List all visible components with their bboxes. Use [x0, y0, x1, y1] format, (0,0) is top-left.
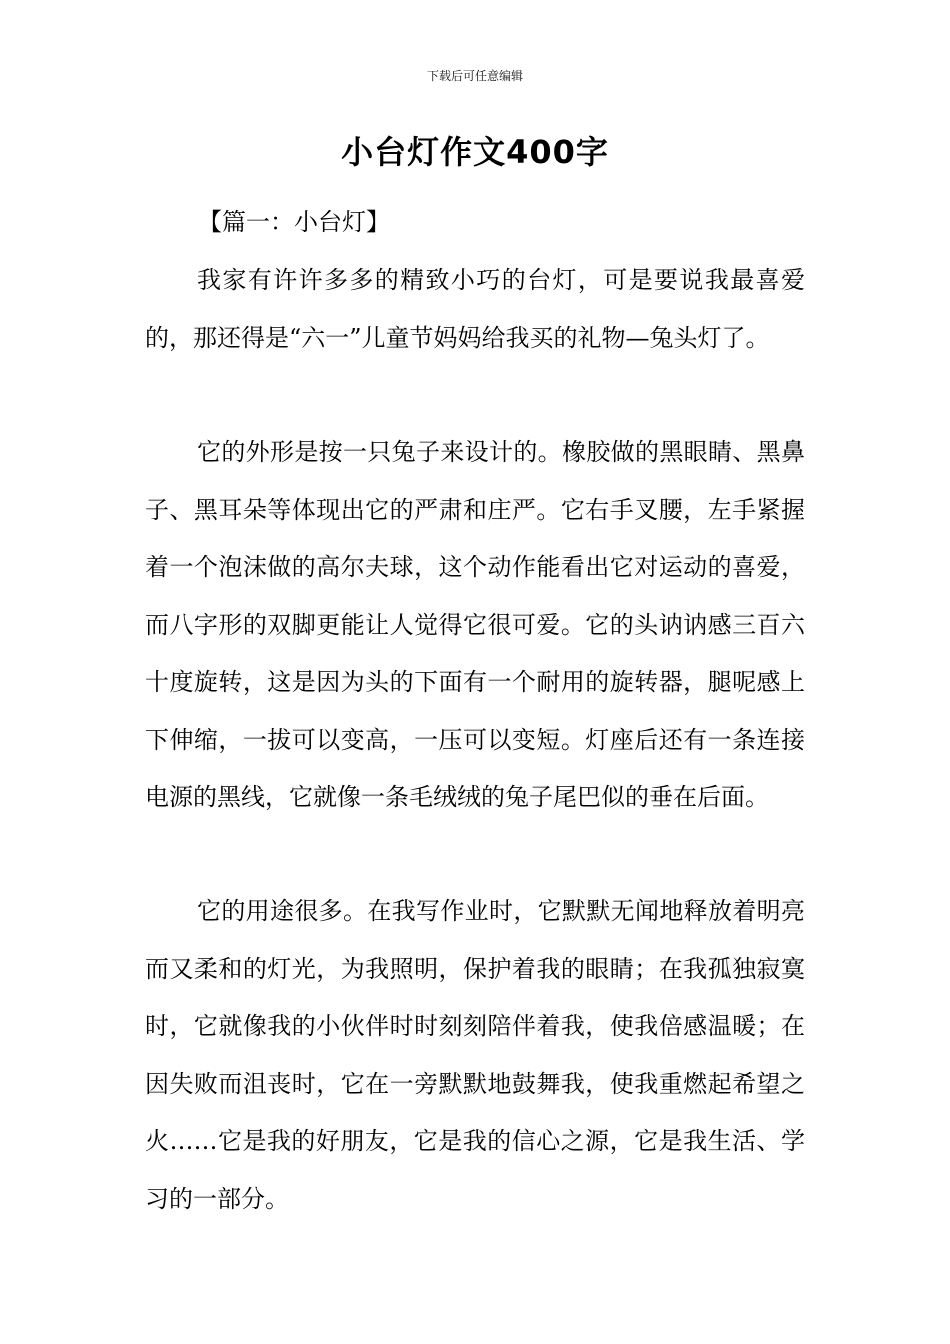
header-note: 下载后可任意编辑: [426, 69, 523, 83]
paragraph-2: 它的外形是按一只兔子来设计的。橡胶做的黑眼睛、黑鼻子、黑耳朵等体现出它的严肃和庄严。它右手叉腰，左手紧握着一个泡沫做的高尔夫球，这个动作能看出它对运动的喜爱，而八字形的双脚更能让人觉得它很可爱。它的头讷讷感三百六十度旋转，这是因为头的下面有一个耐用的旋转器，腿呢感上下伸缩，一拔可以变高，一压可以变短。灯座后还有一条连接电源的黑线，它就像一条毛绒绒的兔子尾巴似的垂在后面。: [145, 438, 805, 811]
document-title: 小台灯作文400字: [341, 133, 609, 171]
paragraph-1: 我家有许许多多的精致小巧的台灯，可是要说我最喜爱的，那还得是“六一”儿童节妈妈给我买的礼物—兔头灯了。: [145, 266, 805, 352]
paragraph-3: 它的用途很多。在我写作业时，它默默无闻地释放着明亮而又柔和的灯光，为我照明，保护着我的眼睛；在我孤独寂寞时，它就像我的小伙伴时时刻刻陪伴着我，使我倍感温暖；在因失败而沮丧时，它在一旁默默地鼓舞我，使我重燃起希望之火……它是我的好朋友，它是我的信心之源，它是我生活、学习的一部分。: [145, 897, 805, 1213]
section-heading: 【篇一：小台灯】: [198, 208, 390, 236]
